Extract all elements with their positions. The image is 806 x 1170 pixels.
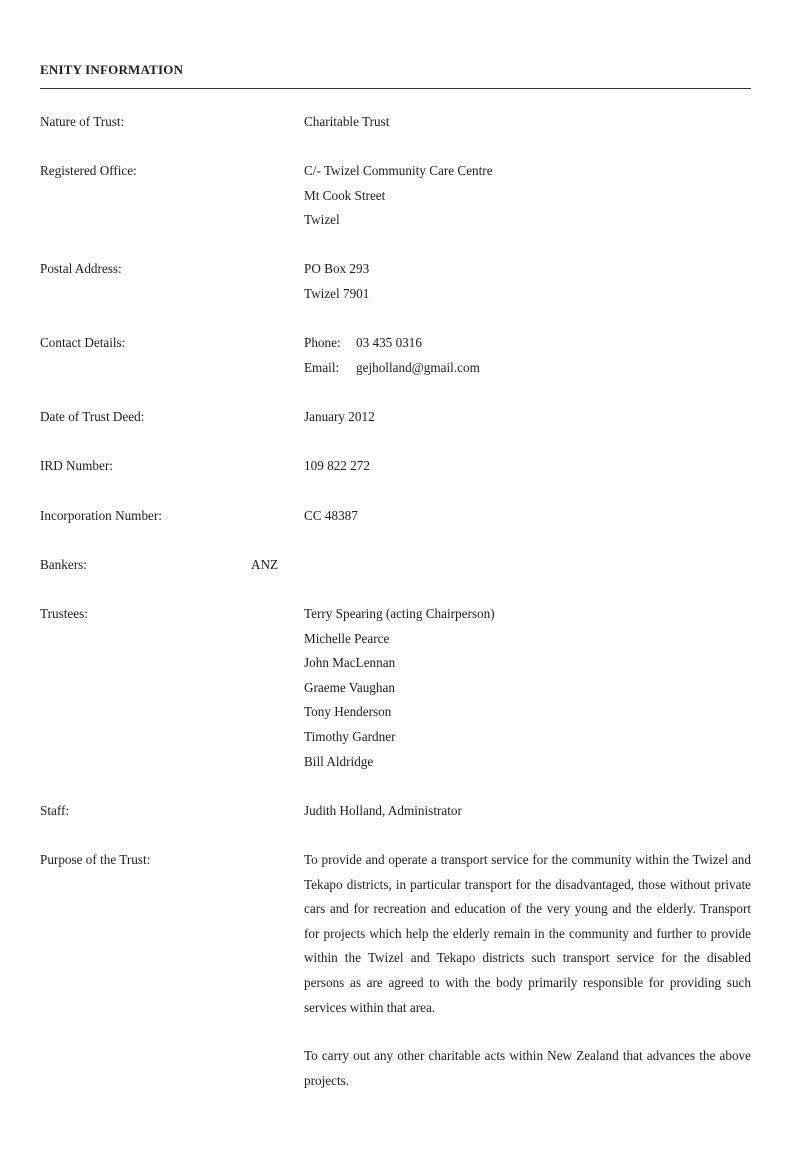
phone-key: Phone: (304, 335, 341, 350)
incorporation-value: CC 48387 (304, 508, 358, 523)
trustee-name: Timothy Gardner (304, 728, 396, 744)
page-title: ENITY INFORMATION (40, 62, 184, 77)
postal-value (304, 257, 369, 306)
trustee-name: Bill Aldridge (304, 753, 374, 769)
purpose-label: Purpose of the Trust: (40, 852, 151, 867)
ird-label: IRD Number: (40, 458, 113, 473)
bankers-value: ANZ (251, 557, 279, 572)
ird-value: 109 822 272 (304, 458, 370, 473)
office-line: Twizel (304, 212, 340, 228)
deed-label: Date of Trust Deed: (40, 409, 145, 424)
nature-label: Nature of Trust: (40, 114, 125, 129)
email-line (304, 356, 480, 381)
trustee-name: Michelle Pearce (304, 630, 390, 646)
staff-label: Staff: (40, 803, 70, 818)
trustee-name: Terry Spearing (acting Chairperson) (304, 606, 495, 621)
purpose-paragraph: To provide and operate a transport service for the community within the Twizel and Tekapo districts, in particular transport for the disadvantaged, those without private cars and for recreation and education of the very young and the elderly. Transport for projects which help the elderly remain in the community and further to provide within the Twizel and Tekapo districts such transport service for the disabled persons as are agreed to with the body primarily responsible for providing such services within that area. (304, 852, 751, 1015)
trustee-name: Tony Henderson (304, 704, 392, 720)
phone-line (304, 331, 480, 356)
phone-number: 03 435 0316 (356, 335, 422, 350)
email-address: gejholland@gmail.com (356, 359, 480, 375)
nature-value: Charitable Trust (304, 114, 390, 129)
office-value (304, 159, 493, 233)
trustee-name: John MacLennan (304, 655, 396, 671)
trustee-name: Graeme Vaughan (304, 679, 395, 695)
email-key: Email: (304, 359, 340, 375)
heading-divider (40, 88, 751, 89)
staff-value: Judith Holland, Administrator (304, 803, 462, 818)
incorporation-label: Incorporation Number: (40, 508, 162, 523)
contact-value (304, 331, 480, 380)
postal-line: Twizel 7901 (304, 285, 370, 301)
postal-line: PO Box 293 (304, 261, 370, 276)
trustees-label: Trustees: (40, 606, 88, 621)
office-line: Mt Cook Street (304, 187, 386, 203)
office-label: Registered Office: (40, 163, 137, 178)
postal-label: Postal Address: (40, 261, 122, 276)
trustees-list (304, 602, 495, 774)
office-line: C/- Twizel Community Care Centre (304, 163, 493, 178)
purpose-paragraph: To carry out any other charitable acts within New Zealand that advances the above projects. (304, 1048, 751, 1088)
bankers-label: Bankers: (40, 557, 87, 572)
purpose-text (304, 848, 751, 1117)
deed-value: January 2012 (304, 409, 375, 424)
contact-label: Contact Details: (40, 335, 126, 350)
